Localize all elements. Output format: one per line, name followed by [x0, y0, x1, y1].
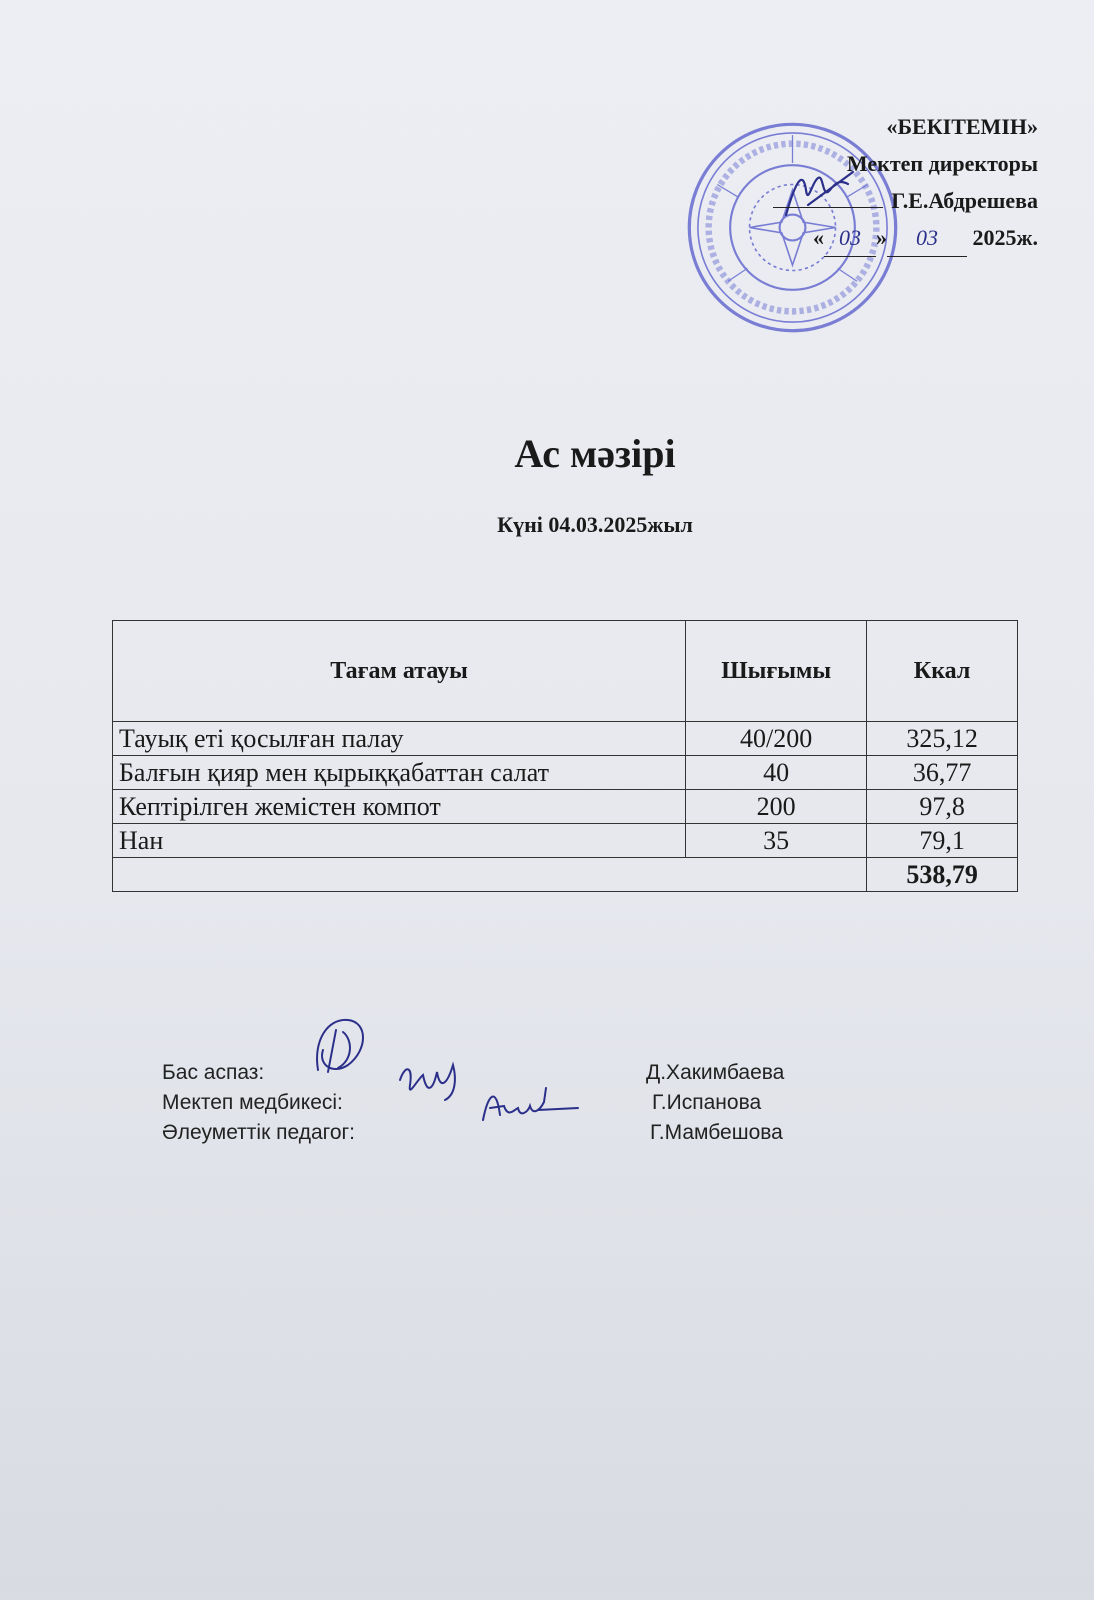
header-yield: Шығымы	[686, 621, 867, 722]
date-quote-close: »	[876, 225, 888, 250]
chef-signature	[298, 1010, 378, 1080]
signer-role: Бас аспаз:	[162, 1061, 265, 1084]
table-row	[113, 722, 1018, 756]
approval-name: Г.Е.Абдрешева	[891, 188, 1038, 213]
page-title: Ас мәзірі	[514, 431, 676, 476]
pedagogue-signature	[478, 1080, 583, 1130]
signature-line	[773, 185, 883, 208]
dish-name: Нан	[113, 824, 686, 858]
table-row	[113, 756, 1018, 790]
dish-yield: 40	[686, 756, 867, 790]
dish-yield: 35	[686, 824, 867, 858]
total-label-cell	[113, 858, 867, 892]
signer-name: Г.Испанова	[652, 1091, 762, 1114]
dish-kcal: 325,12	[867, 722, 1018, 756]
dish-yield: 40/200	[686, 722, 867, 756]
menu-table	[112, 620, 1018, 892]
signer-name: Д.Хакимбаева	[646, 1061, 785, 1084]
approval-month: 03	[887, 219, 967, 257]
menu-date: Күні 04.03.2025жыл	[497, 512, 693, 537]
date-quote-open: «	[813, 225, 825, 250]
signer-name: Г.Мамбешова	[650, 1121, 783, 1144]
approval-position: Мектеп директоры	[846, 151, 1038, 176]
approval-name-line	[678, 182, 1038, 219]
dish-yield: 200	[686, 790, 867, 824]
approval-day: 03	[824, 219, 876, 257]
dish-name: Кептірілген жемістен компот	[113, 790, 686, 824]
table-row	[113, 824, 1018, 858]
header-kcal: Ккал	[867, 621, 1018, 722]
dish-kcal: 97,8	[867, 790, 1018, 824]
total-kcal: 538,79	[867, 858, 1018, 892]
dish-kcal: 36,77	[867, 756, 1018, 790]
approval-heading: «БЕКІТЕМІН»	[886, 114, 1038, 139]
signer-role: Мектеп медбикесі:	[162, 1091, 343, 1114]
dish-kcal: 79,1	[867, 824, 1018, 858]
approval-date-line	[678, 219, 1038, 257]
dish-name: Тауық еті қосылған палау	[113, 722, 686, 756]
approval-block	[678, 108, 1038, 257]
header-dish-name: Тағам атауы	[113, 621, 686, 722]
nurse-signature	[395, 1050, 465, 1110]
approval-year: 2025ж.	[972, 225, 1038, 250]
table-header-row	[113, 621, 1018, 722]
signer-role: Әлеуметтік педагог:	[162, 1121, 355, 1144]
dish-name: Балғын қияр мен қырыққабаттан салат	[113, 756, 686, 790]
table-row	[113, 790, 1018, 824]
table-total-row	[113, 858, 1018, 892]
